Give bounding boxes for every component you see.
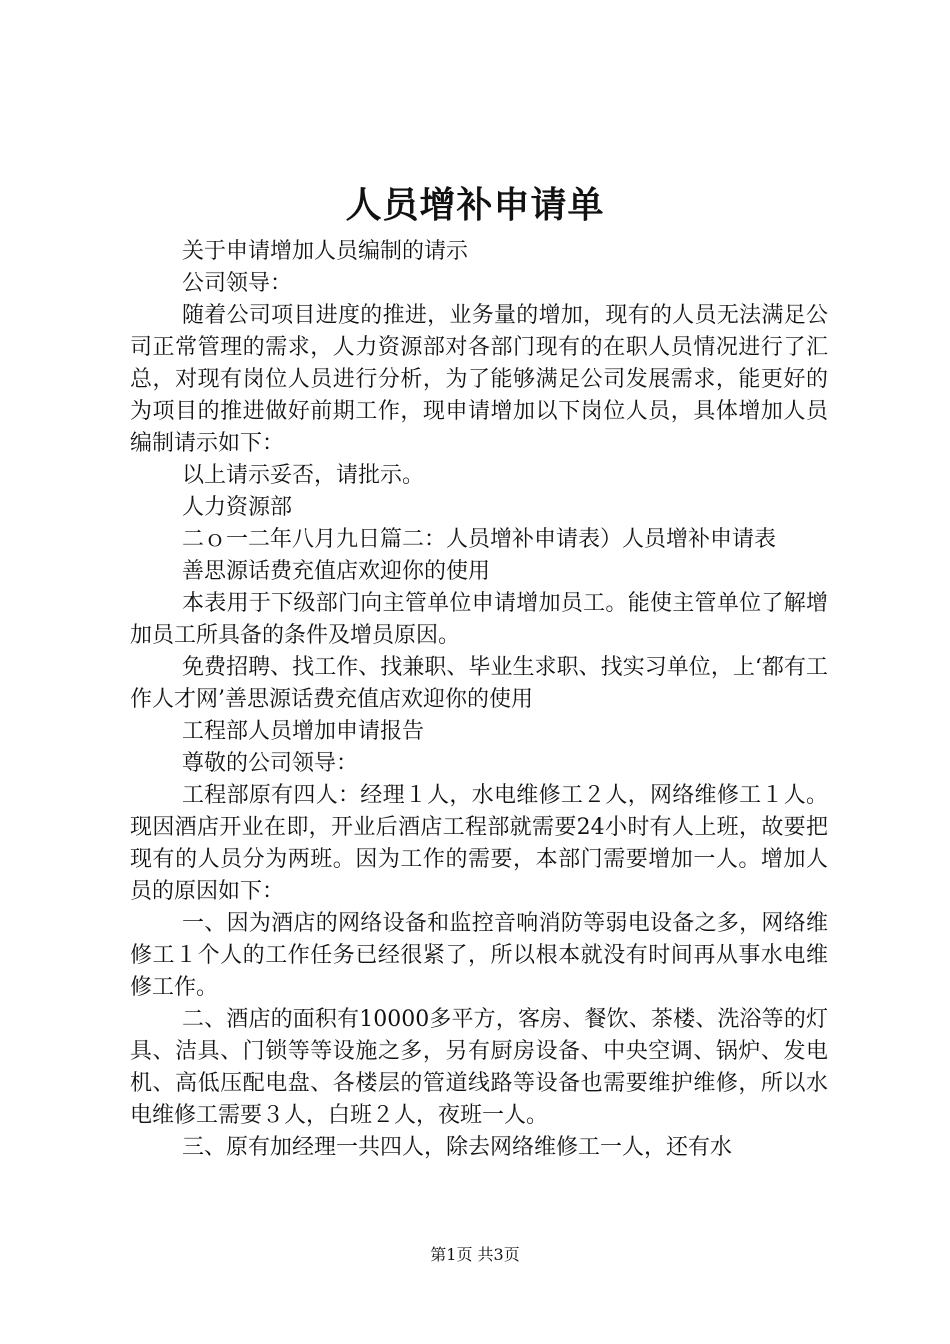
- document-body: [130, 236, 828, 1164]
- paragraph-salutation: 公司领导：: [182, 271, 293, 296]
- paragraph-request-body: 随着公司项目进度的推进，业务量的增加，现有的人员无法满足公司正常管理的需求，人力资源部对各部门现有的在职人员情况进行了汇总，对现有岗位人员进行分析，为了能够满足公司发展需求，能更好的为项目的推进做好前期工作，现申请增加以下岗位人员，具体增加人员编制请示如下：: [130, 303, 828, 456]
- paragraph-form-purpose: 本表用于下级部门向主管单位申请增加员工。能使主管单位了解增加员工所具备的条件及增员原因。: [130, 591, 828, 648]
- paragraph-report-heading: 工程部人员增加申请报告: [182, 719, 425, 744]
- paragraph-approval-request: 以上请示妥否，请批示。: [182, 463, 425, 488]
- paragraph-request-heading: 关于申请增加人员编制的请示: [182, 239, 469, 264]
- paragraph-date: 二ｏ一二年八月九日篇二：人员增补申请表）人员增补申请表: [182, 527, 777, 552]
- paragraph-reason-two: 二、酒店的面积有10000多平方，客房、餐饮、茶楼、洗浴等的灯具、洁具、门锁等等设施之多，另有厨房设备、中央空调、锅炉、发电机、高低压配电盘、各楼层的管道线路等设备也需要维护维修，所以水电维修工需要３人，白班２人，夜班一人。: [130, 1007, 828, 1128]
- paragraph-department: 人力资源部: [182, 495, 293, 520]
- paragraph-report-salutation: 尊敬的公司领导：: [182, 751, 359, 776]
- paragraph-staffing: 工程部原有四人：经理１人，水电维修工２人，网络维修工１人。现因酒店开业在即，开业后酒店工程部就需要24小时有人上班，故要把现有的人员分为两班。因为工作的需要，本部门需要增加一人。增加人员的原因如下：: [130, 783, 828, 904]
- paragraph-reason-one: 一、因为酒店的网络设备和监控音响消防等弱电设备之多，网络维修工１个人的工作任务已经很紧了，所以根本就没有时间再从事水电维修工作。: [130, 911, 828, 1000]
- paragraph-reason-three: 三、原有加经理一共四人，除去网络维修工一人，还有水: [182, 1135, 733, 1160]
- page-number: 第1页 共3页: [430, 1245, 520, 1264]
- paragraph-welcome: 善思源话费充值店欢迎你的使用: [182, 559, 491, 584]
- paragraph-recruitment: 免费招聘、找工作、找兼职、毕业生求职、找实习单位，上‘都有工作人才网’善思源话费充值店欢迎你的使用: [130, 655, 828, 712]
- page-title: 人员增补申请单: [345, 185, 605, 226]
